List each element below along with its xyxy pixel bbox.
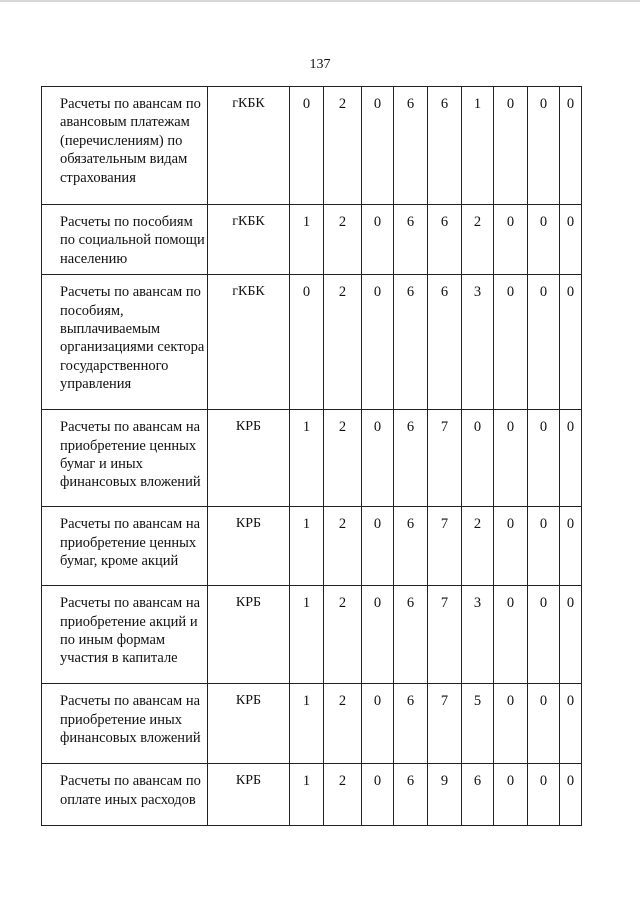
digit-cell: 0 (494, 684, 528, 764)
account-code-cell: гКБК (208, 205, 290, 275)
digit-cell: 1 (290, 764, 324, 826)
digit-cell: 2 (462, 507, 494, 586)
digit-cell: 0 (494, 410, 528, 507)
digit-cell: 0 (362, 410, 394, 507)
account-code-cell: КРБ (208, 507, 290, 586)
digit-cell: 0 (528, 764, 560, 826)
table-row (42, 205, 582, 275)
digit-cell: 0 (462, 410, 494, 507)
digit-cell: 6 (394, 764, 428, 826)
account-name-cell: Расчеты по авансам на приобретение ценных бумаг и иных финансовых вложений (42, 410, 208, 507)
table-row (42, 684, 582, 764)
digit-cell: 0 (362, 764, 394, 826)
digit-cell: 1 (290, 586, 324, 684)
digit-cell: 6 (394, 205, 428, 275)
digit-cell: 2 (324, 205, 362, 275)
account-name-cell: Расчеты по авансам на приобретение акций и по иным формам участия в капитале (42, 586, 208, 684)
digit-cell: 0 (290, 275, 324, 410)
digit-cell: 5 (462, 684, 494, 764)
digit-cell: 0 (528, 205, 560, 275)
digit-cell: 3 (462, 275, 494, 410)
digit-cell: 0 (528, 684, 560, 764)
digit-cell: 0 (560, 684, 582, 764)
account-code-cell: гКБК (208, 275, 290, 410)
digit-cell: 1 (462, 87, 494, 205)
account-name-cell: Расчеты по пособиям по социальной помощи населению (42, 205, 208, 275)
digit-cell: 0 (494, 87, 528, 205)
digit-cell: 0 (560, 205, 582, 275)
digit-cell: 0 (362, 87, 394, 205)
digit-cell: 0 (560, 87, 582, 205)
digit-cell: 1 (290, 684, 324, 764)
table-row (42, 586, 582, 684)
digit-cell: 2 (324, 507, 362, 586)
digit-cell: 7 (428, 410, 462, 507)
account-code-cell: КРБ (208, 764, 290, 826)
account-code-cell: КРБ (208, 586, 290, 684)
account-name-cell: Расчеты по авансам по оплате иных расходов (42, 764, 208, 826)
digit-cell: 7 (428, 507, 462, 586)
digit-cell: 6 (394, 410, 428, 507)
digit-cell: 2 (324, 410, 362, 507)
digit-cell: 0 (560, 764, 582, 826)
digit-cell: 0 (494, 205, 528, 275)
digit-cell: 3 (462, 586, 494, 684)
table-row (42, 87, 582, 205)
account-table-body (42, 87, 582, 826)
digit-cell: 0 (494, 507, 528, 586)
digit-cell: 2 (324, 586, 362, 684)
account-name-cell: Расчеты по авансам по авансовым платежам (перечислениям) по обязательным видам страхования (42, 87, 208, 205)
digit-cell: 0 (560, 275, 582, 410)
digit-cell: 6 (428, 87, 462, 205)
table-row (42, 275, 582, 410)
digit-cell: 6 (462, 764, 494, 826)
digit-cell: 0 (560, 586, 582, 684)
digit-cell: 6 (428, 205, 462, 275)
digit-cell: 0 (528, 410, 560, 507)
digit-cell: 0 (494, 586, 528, 684)
digit-cell: 0 (290, 87, 324, 205)
table-row (42, 507, 582, 586)
digit-cell: 0 (560, 410, 582, 507)
table-row (42, 410, 582, 507)
digit-cell: 6 (428, 275, 462, 410)
digit-cell: 2 (324, 87, 362, 205)
digit-cell: 6 (394, 87, 428, 205)
digit-cell: 1 (290, 410, 324, 507)
digit-cell: 1 (290, 205, 324, 275)
digit-cell: 0 (362, 507, 394, 586)
digit-cell: 0 (494, 764, 528, 826)
digit-cell: 7 (428, 586, 462, 684)
digit-cell: 1 (290, 507, 324, 586)
table-row (42, 764, 582, 826)
account-table (41, 86, 582, 826)
account-name-cell: Расчеты по авансам на приобретение иных финансовых вложений (42, 684, 208, 764)
digit-cell: 0 (560, 507, 582, 586)
digit-cell: 0 (362, 684, 394, 764)
digit-cell: 0 (528, 87, 560, 205)
account-code-cell: КРБ (208, 684, 290, 764)
digit-cell: 2 (462, 205, 494, 275)
account-name-cell: Расчеты по авансам на приобретение ценных бумаг, кроме акций (42, 507, 208, 586)
account-code-cell: КРБ (208, 410, 290, 507)
digit-cell: 0 (362, 586, 394, 684)
digit-cell: 6 (394, 586, 428, 684)
digit-cell: 0 (528, 586, 560, 684)
digit-cell: 2 (324, 764, 362, 826)
digit-cell: 9 (428, 764, 462, 826)
account-code-cell: гКБК (208, 87, 290, 205)
scan-edge (0, 0, 640, 2)
account-name-cell: Расчеты по авансам по пособиям, выплачиваемым организациями сектора государственного управления (42, 275, 208, 410)
digit-cell: 2 (324, 684, 362, 764)
digit-cell: 0 (494, 275, 528, 410)
digit-cell: 0 (362, 275, 394, 410)
digit-cell: 0 (362, 205, 394, 275)
digit-cell: 0 (528, 275, 560, 410)
digit-cell: 0 (528, 507, 560, 586)
digit-cell: 6 (394, 684, 428, 764)
digit-cell: 7 (428, 684, 462, 764)
page-number: 137 (309, 57, 331, 72)
digit-cell: 6 (394, 507, 428, 586)
digit-cell: 6 (394, 275, 428, 410)
digit-cell: 2 (324, 275, 362, 410)
